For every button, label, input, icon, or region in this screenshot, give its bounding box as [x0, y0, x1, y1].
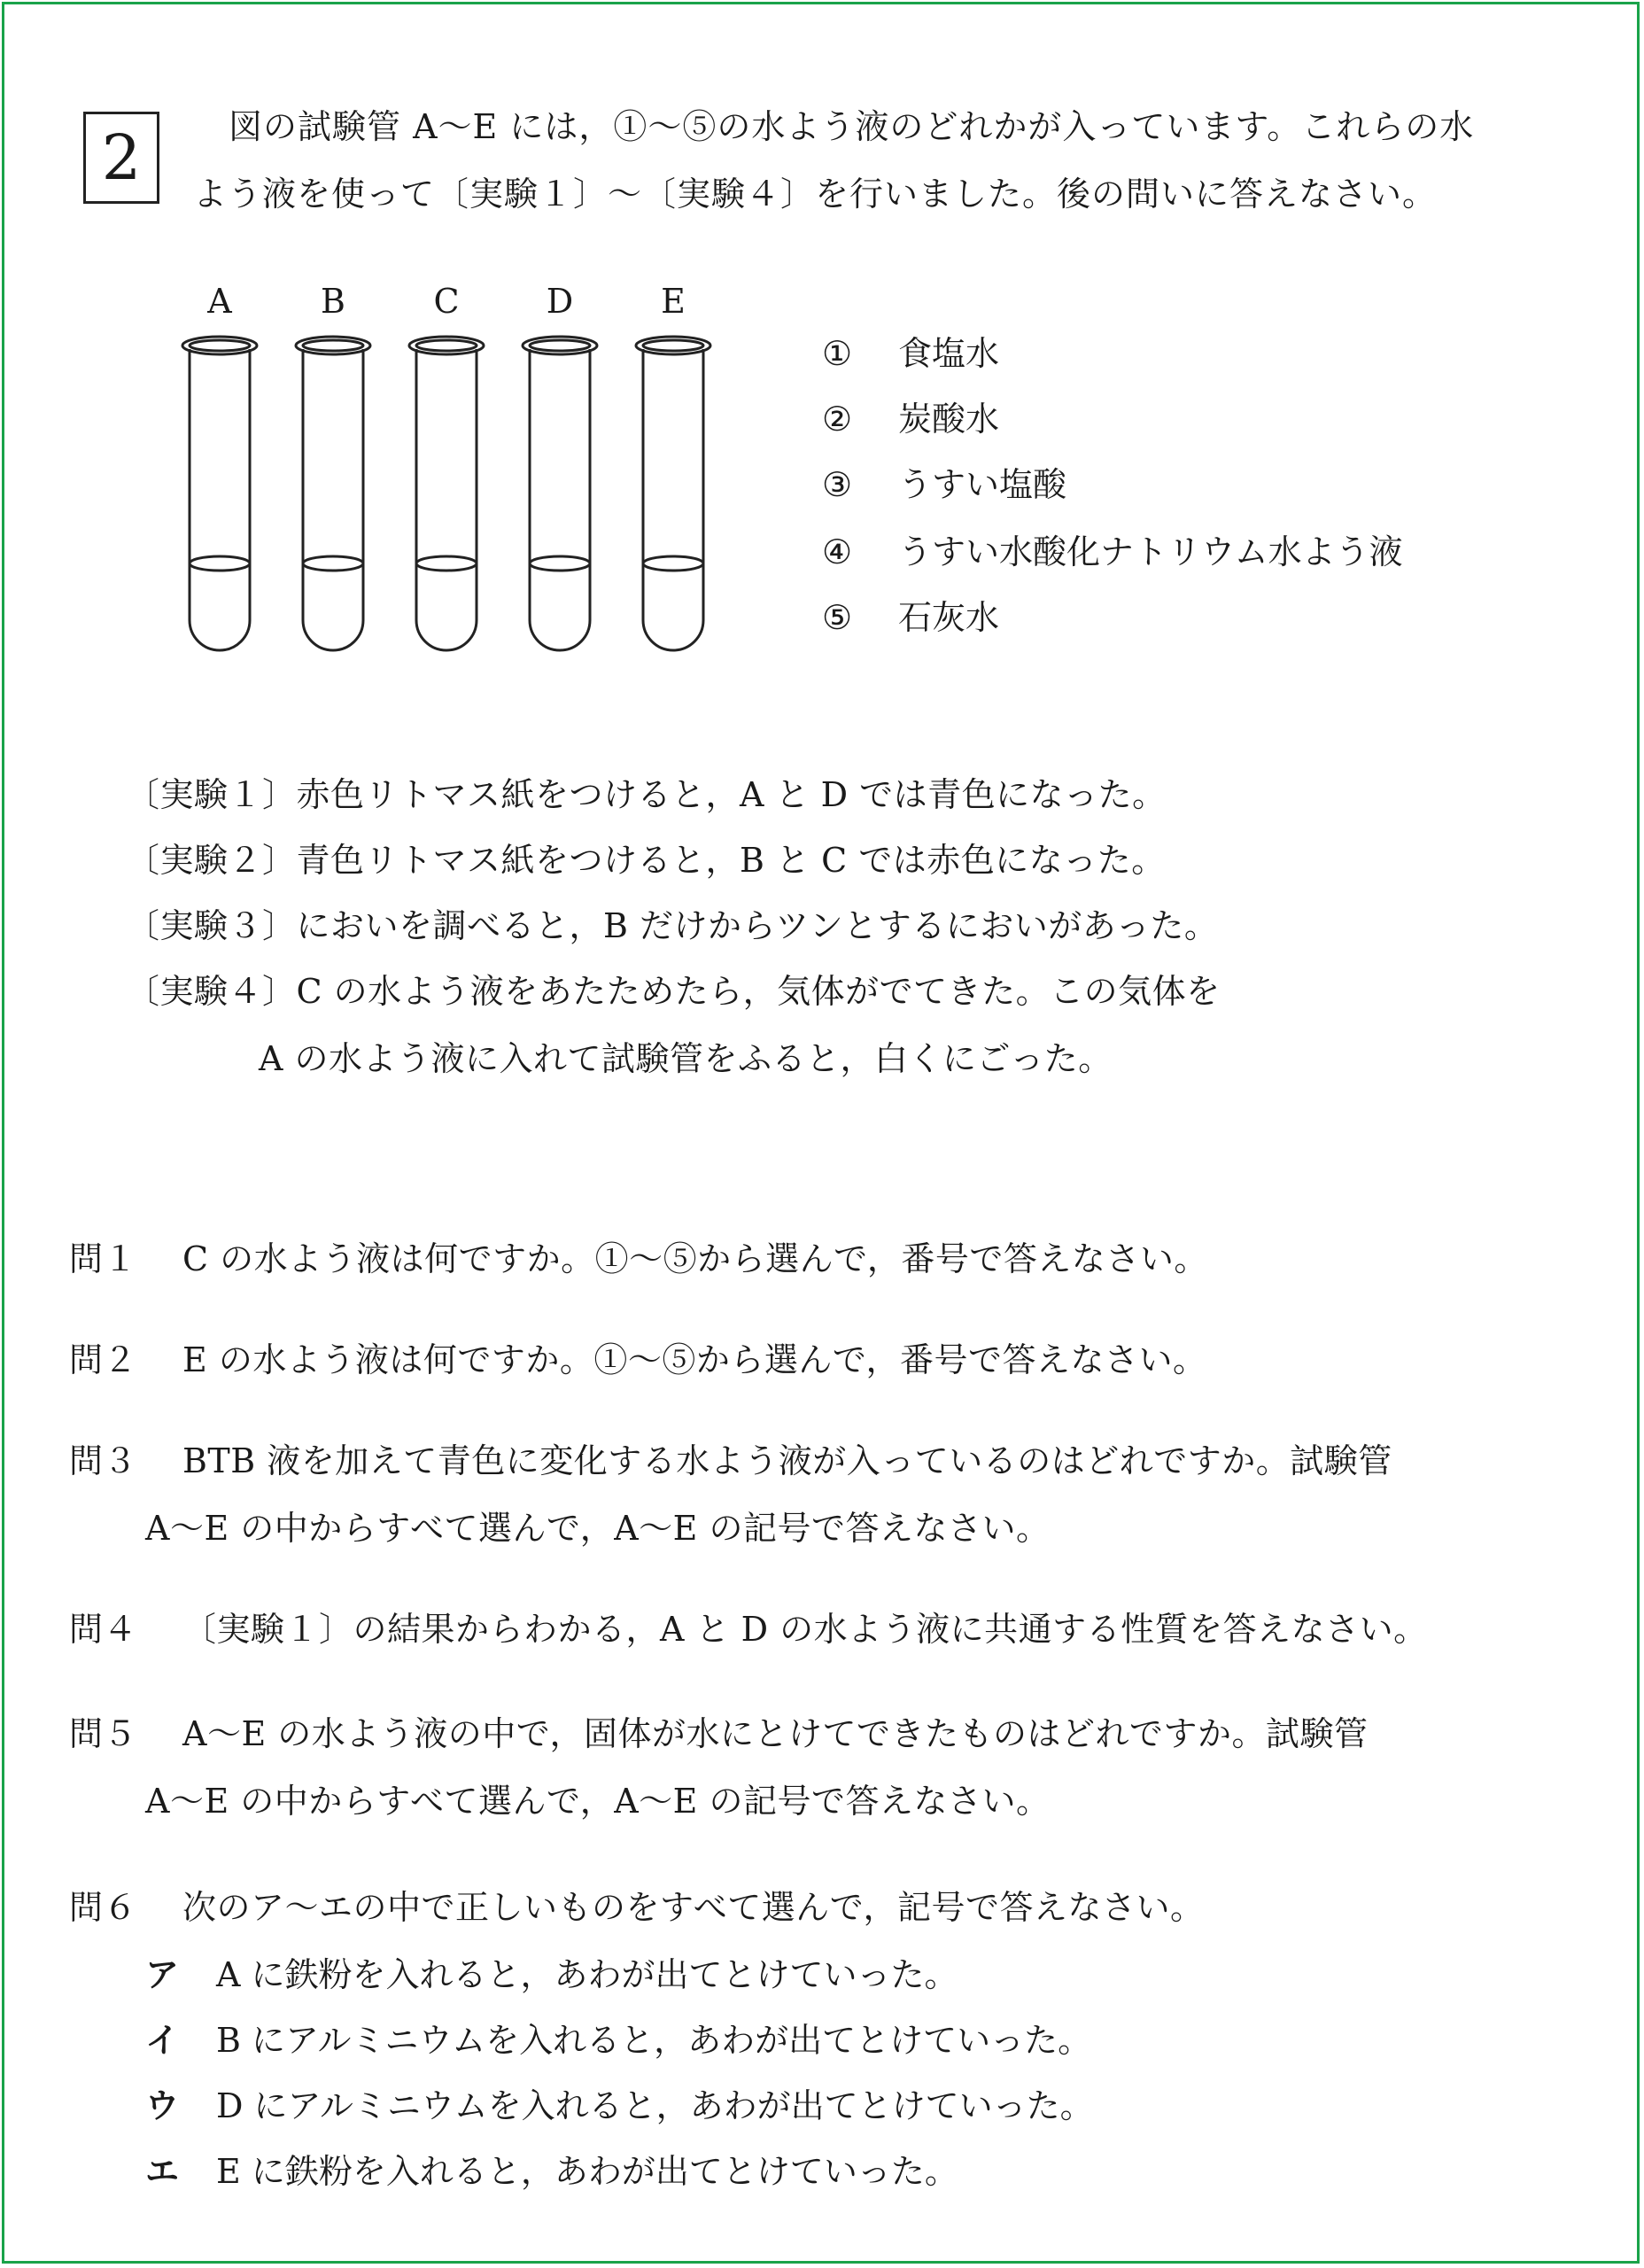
experiment-4: 〔実験４〕C の水よう液をあたためたら，気体がでてきた。この気体を — [126, 972, 1221, 1011]
question-number: 問６ — [69, 1888, 138, 1927]
option-mark: ウ — [145, 2085, 180, 2125]
tube-label-b: B — [321, 282, 345, 321]
tube-label-e: E — [661, 282, 686, 321]
option-text: A に鉄粉を入れると，あわが出てとけていった。 — [216, 1955, 958, 1994]
question-2 — [69, 1332, 1207, 1381]
problem-number-box — [83, 112, 159, 204]
tube-label-c: C — [433, 282, 460, 321]
question-number: 問４ — [69, 1610, 138, 1649]
question-text: C の水よう液は何ですか。①～⑤から選んで，番号で答えなさい。 — [182, 1239, 1208, 1278]
option-text: E に鉄粉を入れると，あわが出てとけていった。 — [216, 2152, 958, 2191]
solution-mark: ④ — [822, 532, 853, 571]
test-tube-c — [409, 337, 484, 650]
question-4 — [69, 1602, 1428, 1651]
question-5 — [69, 1706, 1369, 1755]
test-tube-d — [523, 337, 597, 650]
solution-mark: ③ — [822, 465, 853, 504]
solution-name: 石灰水 — [898, 598, 1000, 637]
test-tube-b — [296, 337, 370, 650]
experiment-3: 〔実験３〕においを調べると，B だけからツンとするにおいがあった。 — [126, 906, 1219, 945]
solution-mark: ② — [822, 400, 853, 439]
intro-line-1: 図の試験管 A～E には，①～⑤の水よう液のどれかが入っています。これらの水 — [229, 107, 1475, 146]
solution-name: 炭酸水 — [898, 400, 1000, 439]
experiment-2: 〔実験２〕青色リトマス紙をつけると，B と C では赤色になった。 — [126, 841, 1166, 880]
solution-name: うすい水酸化ナトリウム水よう液 — [898, 532, 1403, 571]
test-tube-e — [636, 337, 710, 650]
solution-name: 食塩水 — [898, 334, 1000, 373]
solution-item-1 — [822, 326, 999, 375]
question-5-continued: A～E の中からすべて選んで，A～E の記号で答えなさい。 — [145, 1782, 1051, 1821]
question-1 — [69, 1231, 1208, 1280]
question-number: 問１ — [69, 1239, 138, 1278]
question-3 — [69, 1433, 1392, 1482]
solution-name: うすい塩酸 — [898, 465, 1067, 504]
solution-item-2 — [822, 392, 999, 440]
experiment-1: 〔実験１〕赤色リトマス紙をつけると，A と D では青色になった。 — [126, 775, 1167, 814]
option-mark: エ — [145, 2151, 180, 2191]
option-e — [145, 2144, 958, 2193]
question-text: E の水よう液は何ですか。①～⑤から選んで，番号で答えなさい。 — [182, 1340, 1207, 1379]
solution-item-4 — [822, 524, 1403, 573]
question-text: A～E の水よう液の中で，固体が水にとけてできたものはどれですか。試験管 — [182, 1714, 1369, 1753]
solution-mark: ⑤ — [822, 598, 853, 637]
tube-label-d: D — [546, 282, 574, 321]
intro-line-2: よう液を使って〔実験１〕～〔実験４〕を行いました。後の問いに答えなさい。 — [193, 175, 1438, 214]
question-3-continued: A～E の中からすべて選んで，A～E の記号で答えなさい。 — [145, 1509, 1051, 1548]
question-number: 問５ — [69, 1714, 138, 1753]
tube-label-a: A — [207, 282, 232, 321]
solution-item-3 — [822, 457, 1066, 506]
solution-item-5 — [822, 590, 999, 639]
problem-number: 2 — [101, 121, 142, 194]
option-mark: ア — [145, 1954, 180, 1994]
question-text: BTB 液を加えて青色に変化する水よう液が入っているのはどれですか。試験管 — [182, 1441, 1392, 1480]
solution-mark: ① — [822, 334, 853, 373]
option-text: B にアルミニウムを入れると，あわが出てとけていった。 — [216, 2021, 1092, 2060]
question-number: 問２ — [69, 1340, 138, 1379]
test-tubes-illustration — [168, 319, 735, 691]
option-u — [145, 2078, 1094, 2127]
question-text: 〔実験１〕の結果からわかる，A と D の水よう液に共通する性質を答えなさい。 — [182, 1610, 1428, 1649]
option-i — [145, 2013, 1091, 2062]
option-a — [145, 1947, 958, 1996]
experiment-4-continued: A の水よう液に入れて試験管をふると，白くにごった。 — [259, 1039, 1113, 1078]
option-mark: イ — [145, 2020, 180, 2060]
question-text: 次のア～エの中で正しいものをすべて選んで，記号で答えなさい。 — [182, 1888, 1205, 1927]
option-text: D にアルミニウムを入れると，あわが出てとけていった。 — [216, 2086, 1094, 2125]
question-6 — [69, 1880, 1204, 1929]
question-number: 問３ — [69, 1441, 138, 1480]
test-tube-a — [182, 337, 257, 650]
